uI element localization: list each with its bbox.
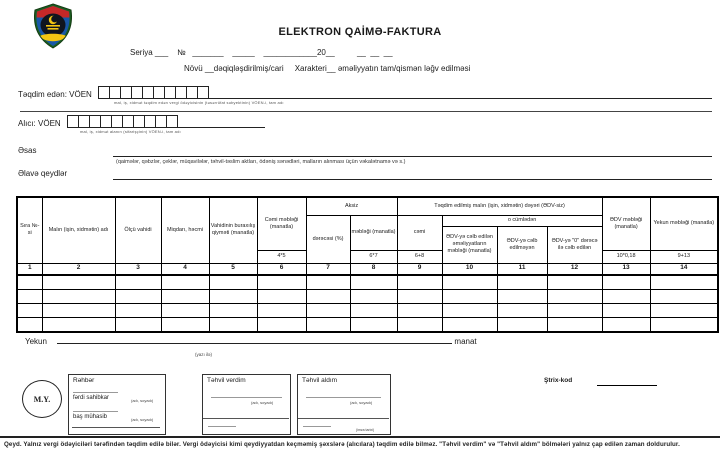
yazi-ile-caption: (yazı ilə): [195, 352, 213, 357]
footer-note: Qeyd. Yalnız vergi ödəyiciləri tərəfindən təqdim edilə bilər. Vergi ödəyicisi kimi qeydiyyatdan keçməmiş şəxslərə (alıcılara) təqdim edilə bilməz. "Təhvil verdim" və "Təhvil aldım" bölmələri yalnız çap edilən zaman doldurulur.: [4, 441, 680, 448]
items-table: [16, 196, 719, 333]
buyer-row: [18, 115, 265, 128]
buyer-fill-line: [177, 116, 265, 128]
empty-cell: [547, 303, 602, 317]
buyer-voen-boxes: [67, 115, 177, 128]
colnum-14: 14: [650, 263, 718, 275]
adi-soyadi-caption: (adı, soyadı): [131, 417, 154, 422]
yekun-label: Yekun: [25, 337, 47, 346]
formula-6p8: 6+8: [397, 250, 442, 263]
items-table-body: [17, 275, 718, 332]
items-table-wrap: [16, 196, 719, 333]
empty-cell: [397, 289, 442, 303]
col-header-olcu-vahidi: Ölçü vahidi: [115, 197, 161, 263]
footer-rule: [0, 436, 720, 438]
empty-cell: [257, 275, 306, 290]
aldim-divider-line: [298, 418, 389, 419]
group-header-deyeri: Təqdim edilmiş malın (işin, xidmətin) dəyəri (ƏDV-siz): [397, 197, 602, 215]
rehber-bottom-line: [72, 427, 160, 428]
form-title: ELEKTRON QAİMƏ-FAKTURA: [278, 26, 442, 38]
empty-cell: [115, 275, 161, 290]
formula-10x018: 10*0,18: [602, 250, 650, 263]
col-header-edv-celb-edilen: ƏDV-yə cəlb edilən əməliyyatların məbləği (manatla): [442, 226, 497, 263]
empty-cell: [442, 317, 497, 332]
provider-voen-boxes: [98, 86, 208, 99]
colnum-5: 5: [209, 263, 257, 275]
empty-cell: [547, 289, 602, 303]
rehber-signature-box: [68, 374, 166, 435]
empty-cell: [306, 303, 350, 317]
col-header-cemi-meblegi: Cəmi məbləği (manatla): [257, 197, 306, 250]
colnum-12: 12: [547, 263, 602, 275]
yekun-row: [25, 334, 477, 346]
empty-cell: [42, 317, 115, 332]
subgroup-header-o-cumleden: o cümlədən: [442, 215, 602, 226]
empty-cell: [602, 317, 650, 332]
empty-cell: [257, 289, 306, 303]
tehvil-aldim-label: Təhvil aldım: [302, 377, 338, 384]
column-number-row: [17, 263, 718, 275]
col-header-aksiz-derecesi: dərəcəsi (%): [306, 215, 350, 263]
empty-cell: [161, 317, 209, 332]
empty-cell: [17, 303, 42, 317]
empty-cell: [397, 317, 442, 332]
verdim-sign-line: [211, 397, 282, 398]
empty-cell: [650, 317, 718, 332]
strix-kod-label: Ştrix-kod: [544, 377, 573, 384]
colnum-7: 7: [306, 263, 350, 275]
col-header-aksiz-meblegi: məbləği (manatla): [350, 215, 397, 250]
empty-cell: [115, 303, 161, 317]
verdim-divider-line: [203, 418, 289, 419]
tehvil-verdim-box: [202, 374, 291, 435]
empty-cell: [17, 275, 42, 290]
colnum-9: 9: [397, 263, 442, 275]
formula-6x7: 6*7: [350, 250, 397, 263]
elave-qeydler-label: Əlavə qeydlər: [18, 169, 68, 178]
provider-row: [18, 86, 712, 99]
manat-label: manat: [454, 337, 477, 346]
table-row: [17, 317, 718, 332]
empty-cell: [442, 289, 497, 303]
buyer-label: Alıcı: VÖEN: [18, 119, 61, 128]
empty-cell: [397, 275, 442, 290]
empty-cell: [442, 303, 497, 317]
table-row: [17, 275, 718, 290]
adi-soyadi-caption: (adı, soyadı): [251, 400, 274, 405]
buyer-caption: mal, iş, xidmət alanın (sifarişçinin) VÖEN-i, tam adı: [80, 129, 181, 134]
col-header-edv-sifir-derece: ƏDV-yə "0" dərəcə ilə cəlb edilən: [547, 226, 602, 263]
colnum-6: 6: [257, 263, 306, 275]
verdim-date-line: [208, 426, 236, 427]
empty-cell: [350, 317, 397, 332]
colnum-1: 1: [17, 263, 42, 275]
bas-muhasib-label: baş mühasib: [73, 414, 108, 420]
colnum-13: 13: [602, 263, 650, 275]
formula-4x5: 4*5: [257, 250, 306, 263]
provider-caption: mal, iş, xidmət təqdim edən vergi ödəyicisinin (təsərrüfat subyektinin) VÖEN-i, tam adı: [114, 100, 284, 105]
colnum-4: 4: [161, 263, 209, 275]
empty-cell: [17, 317, 42, 332]
empty-cell: [209, 275, 257, 290]
aldim-sign-line: [306, 397, 381, 398]
yekun-fill-line: [57, 334, 452, 344]
aldim-date-line: [303, 426, 331, 427]
colnum-10: 10: [442, 263, 497, 275]
col-header-yekun-meblegi: Yekun məbləği (manatla): [650, 197, 718, 250]
colnum-2: 2: [42, 263, 115, 275]
adi-soyadi-caption: (adı, soyadı): [350, 400, 373, 405]
empty-cell: [547, 317, 602, 332]
empty-cell: [42, 275, 115, 290]
tehvil-verdim-label: Təhvil verdim: [207, 377, 246, 384]
col-header-miqdar: Miqdarı, həcmi: [161, 197, 209, 263]
seriya-line: Seriya ___ № _______ _____ ____________20__ __ __ __: [130, 48, 393, 57]
empty-cell: [306, 289, 350, 303]
empty-cell: [257, 317, 306, 332]
adi-soyadi-caption: (adı, soyadı): [131, 398, 154, 403]
formula-9p13: 9+13: [650, 250, 718, 263]
empty-cell: [257, 303, 306, 317]
imza-tarixi-caption: (imza tarixi): [356, 428, 375, 432]
esas-fill-line: [113, 146, 712, 157]
empty-cell: [161, 275, 209, 290]
rehber-label: Rəhbər: [73, 377, 95, 384]
empty-cell: [350, 303, 397, 317]
col-header-mal-adi: Malın (işin, xidmətin) adı: [42, 197, 115, 263]
col-header-cemi: cəmi: [397, 215, 442, 250]
empty-cell: [17, 289, 42, 303]
col-header-sira: Sıra №-si: [17, 197, 42, 263]
muhasib-sign-line: [73, 411, 118, 412]
table-row: [17, 289, 718, 303]
ferdi-sahibkar-label: fərdi sahibkar: [73, 395, 110, 401]
col-header-edv-celb-edilmeyen: ƏDV-yə cəlb edilməyən: [497, 226, 547, 263]
empty-cell: [161, 289, 209, 303]
empty-cell: [497, 317, 547, 332]
empty-cell: [442, 275, 497, 290]
empty-cell: [547, 275, 602, 290]
empty-cell: [497, 303, 547, 317]
col-header-vahid-qiymet: Vahidinin buraxılış qiyməti (manatla): [209, 197, 257, 263]
tehvil-aldim-box: [297, 374, 391, 435]
colnum-11: 11: [497, 263, 547, 275]
empty-cell: [602, 275, 650, 290]
empty-cell: [209, 303, 257, 317]
empty-cell: [602, 289, 650, 303]
empty-cell: [497, 275, 547, 290]
empty-cell: [350, 275, 397, 290]
empty-cell: [115, 317, 161, 332]
novu-line: Növü __dəqiqləşdirilmiş/cari Xarakteri__ əməliyyatın tam/qismən ləğv edilməsi: [184, 64, 471, 73]
provider-label: Təqdim edən: VÖEN: [18, 90, 92, 99]
empty-cell: [650, 289, 718, 303]
colnum-8: 8: [350, 263, 397, 275]
empty-cell: [650, 303, 718, 317]
colnum-3: 3: [115, 263, 161, 275]
empty-cell: [161, 303, 209, 317]
empty-cell: [42, 289, 115, 303]
seal-place: M.Y.: [22, 380, 62, 418]
empty-cell: [306, 317, 350, 332]
rehber-sign-line: [73, 392, 118, 393]
empty-cell: [350, 289, 397, 303]
group-header-aksiz: Aksiz: [306, 197, 397, 215]
empty-cell: [497, 289, 547, 303]
empty-cell: [209, 317, 257, 332]
esas-caption: (qaimələr, qəbzlər, çeklər, müqavilələr, təhvil-təslim aktları, ödəniş sənədləri, malların alınması üçün vəkalətnamə və s.): [116, 159, 406, 165]
esas-label: Əsas: [18, 146, 37, 155]
col-header-edv-meblegi: ƏDV məbləği (manatla): [602, 197, 650, 250]
empty-cell: [306, 275, 350, 290]
divider-line: [20, 111, 712, 112]
empty-cell: [602, 303, 650, 317]
empty-cell: [650, 275, 718, 290]
elave-fill-line: [113, 169, 712, 180]
empty-cell: [42, 303, 115, 317]
strix-kod-line: [597, 376, 657, 386]
empty-cell: [397, 303, 442, 317]
empty-cell: [115, 289, 161, 303]
provider-fill-line: [208, 87, 712, 99]
table-row: [17, 303, 718, 317]
empty-cell: [209, 289, 257, 303]
